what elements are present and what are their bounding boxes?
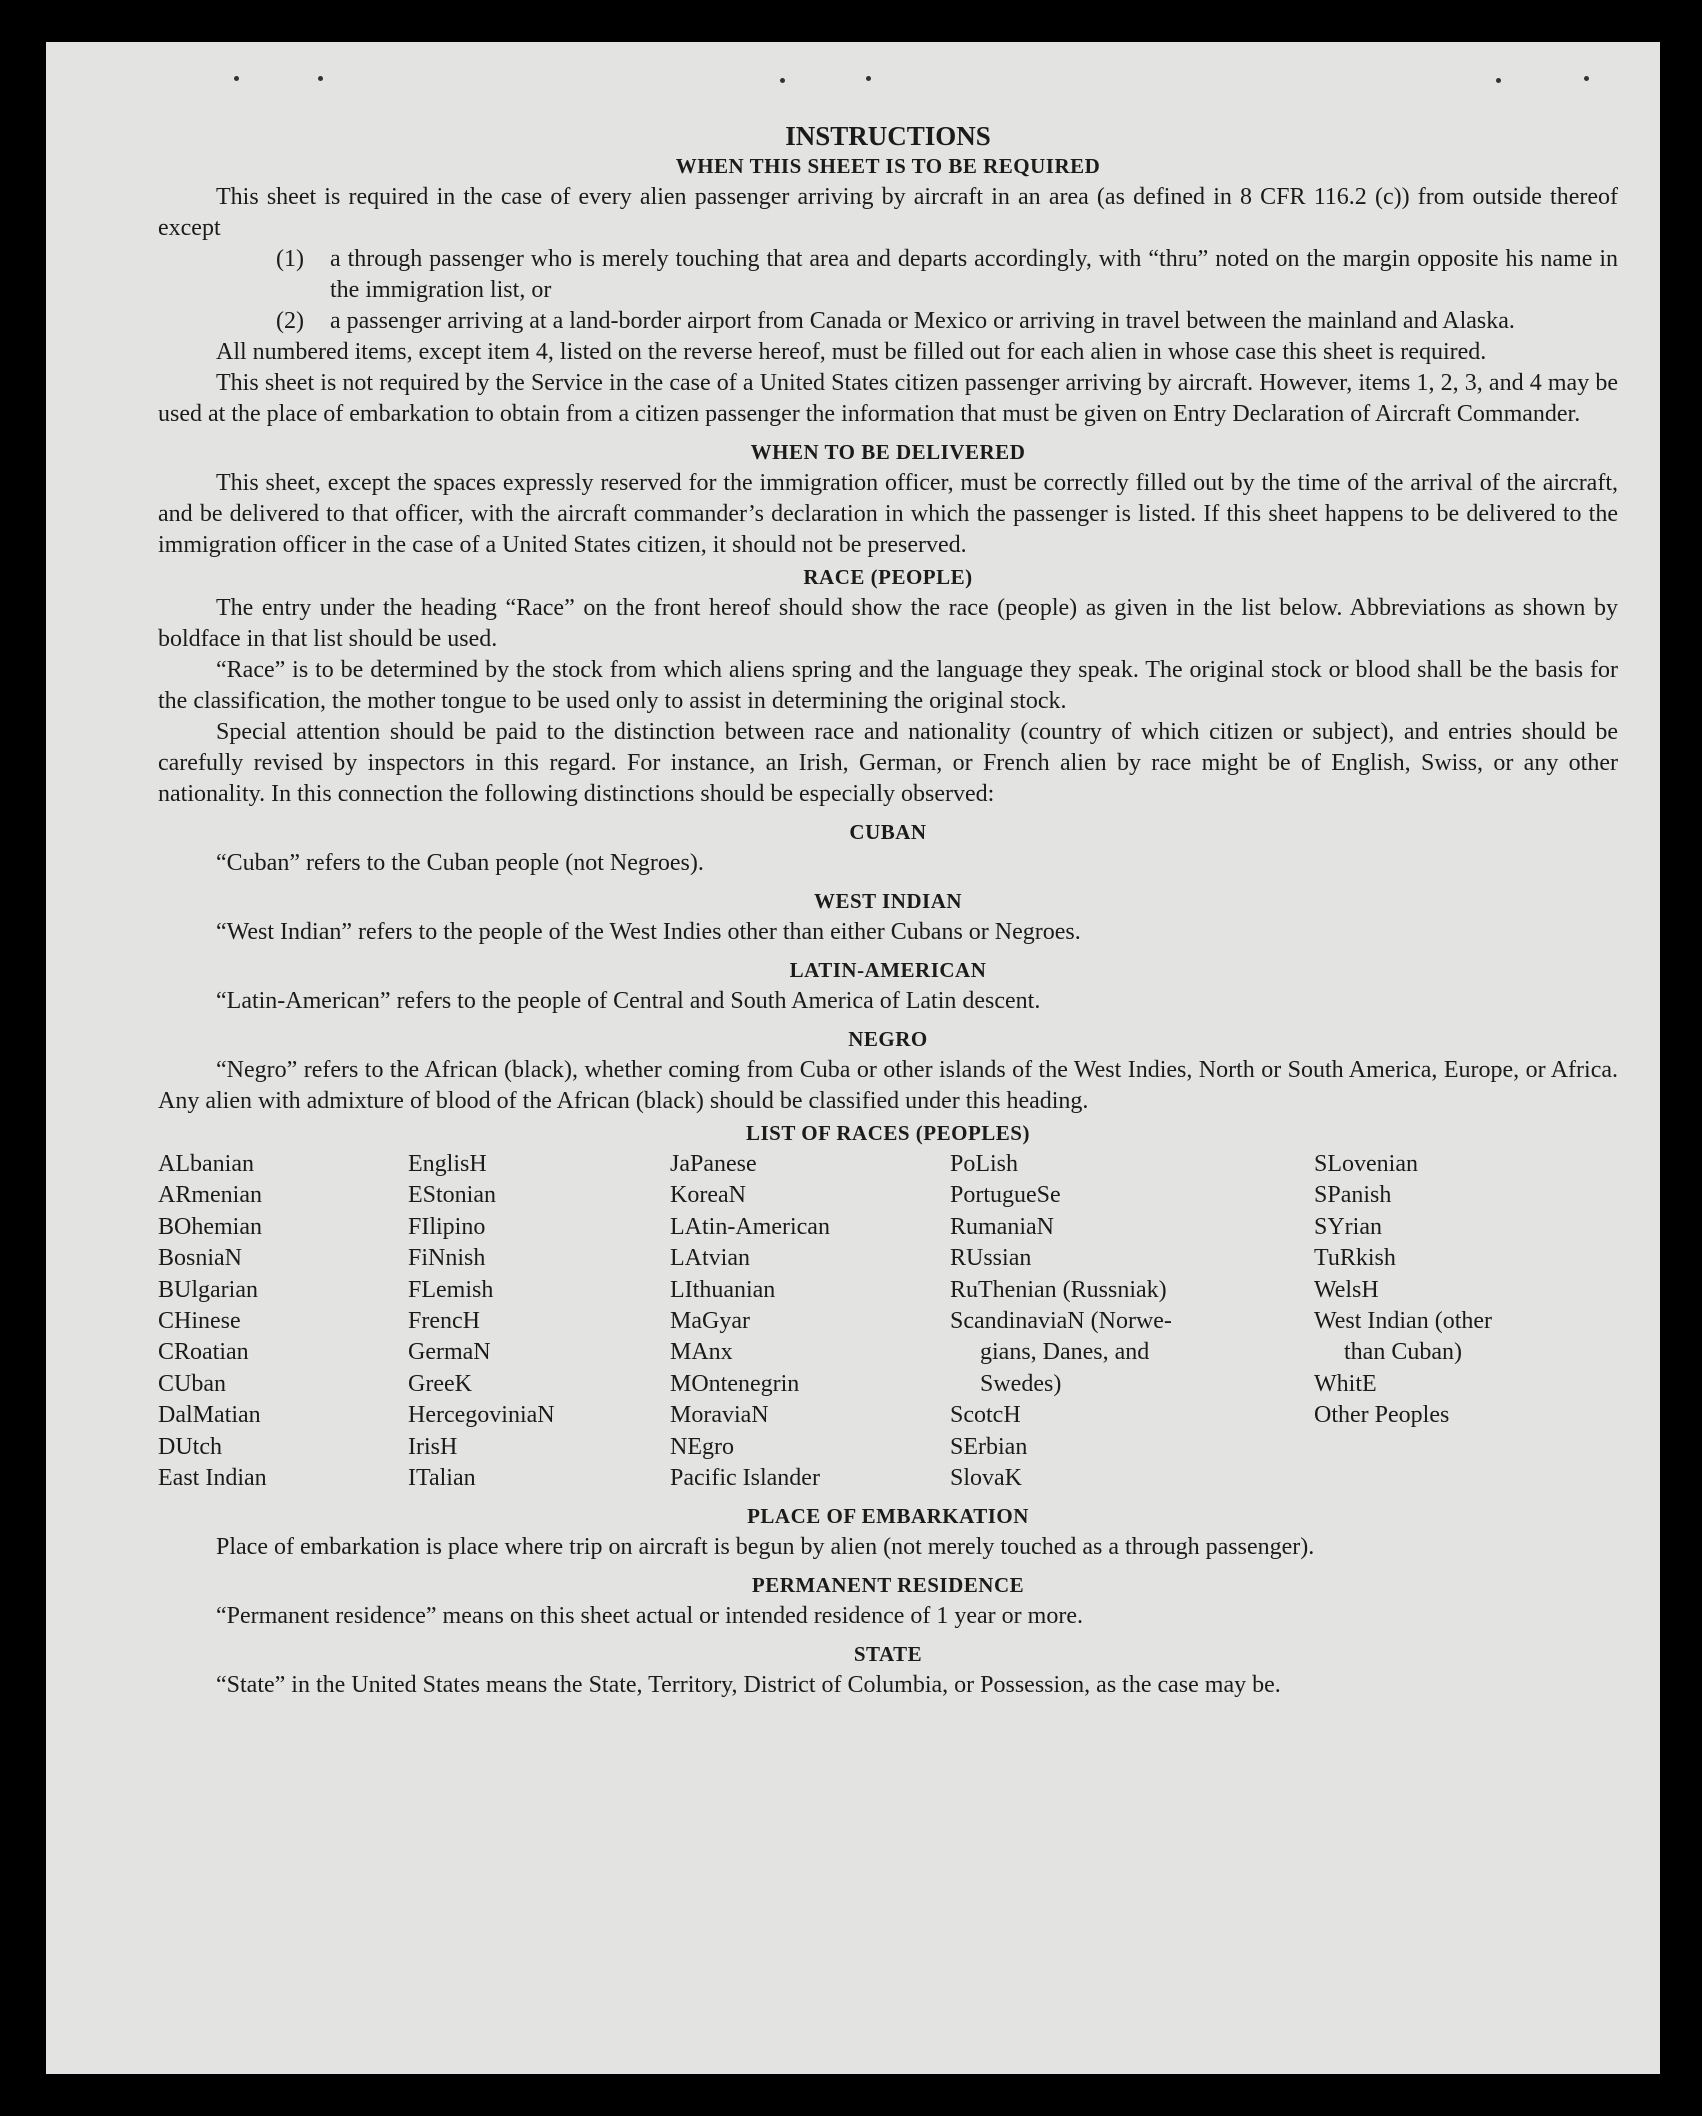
race-entry: SLovenian [1314,1151,1418,1177]
numbered-items-paragraph: All numbered items, except item 4, listed on the reverse hereof, must be filled out for each alien in whose case this sheet is required. [216,339,1487,365]
races-column-1 [158,1149,408,1494]
heading-when-required: WHEN THIS SHEET IS TO BE REQUIRED [675,154,1101,178]
delivered-paragraph: This sheet, except the spaces expressly reserved for the immigration officer, must be correctly filled out by the time of the arrival of the aircraft, and be delivered to that officer, with the aircraft commander’s declaration in which the passenger is listed. If this sheet happens to be delivered to the immigration officer in the case of a United States citizen, it should not be preserved. [158,470,1618,558]
race-entry: SYrian [1314,1213,1382,1240]
heading-permanent-residence: PERMANENT RESIDENCE [751,1573,1025,1598]
race-entry-continuation: than Cuban) [1344,1339,1462,1366]
exception-number: (2) [276,308,304,334]
races-list [158,1149,1618,1494]
race-entry: RuThenian (Russniak) [950,1276,1167,1303]
race-entry: SPanish [1314,1182,1392,1209]
scan-speck [318,76,323,81]
race-entry: FrencH [408,1308,480,1335]
page-title: INSTRUCTIONS [785,121,991,151]
race-entry: MAnx [670,1339,733,1366]
race-entry: WhitE [1314,1370,1377,1397]
races-column-4 [950,1149,1314,1494]
race-entry-continuation: gians, Danes, and [980,1339,1150,1366]
race-entry: CRoatian [158,1339,249,1366]
latin-american-paragraph: “Latin-American” refers to the people of Central and South America of Latin descent. [216,988,1041,1014]
embarkation-paragraph: Place of embarkation is place where trip on aircraft is begun by alien (not merely touched as a through passenger). [216,1534,1315,1561]
race-entry: WelsH [1314,1276,1379,1303]
scan-speck [780,78,785,83]
race-entry: LAtin-American [670,1213,830,1240]
race-entry: EStonian [408,1182,496,1209]
race-entry: ITalian [408,1465,476,1492]
negro-paragraph: “Negro” refers to the African (black), whether coming from Cuba or other islands of the West Indies, North or South America, Europe, or Africa. Any alien with admixture of blood of the African (black) should be classified under this heading. [158,1057,1618,1114]
west-indian-paragraph: “West Indian” refers to the people of the West Indies other than either Cubans or Negroes. [216,919,1081,945]
race-entry: ALbanian [158,1151,254,1177]
heading-place-of-embarkation: PLACE OF EMBARKATION [747,1504,1029,1529]
scan-speck [866,76,871,81]
heading-when-delivered: WHEN TO BE DELIVERED [750,440,1026,464]
heading-negro: NEGRO [848,1027,928,1051]
exception-text: a through passenger who is merely touching that area and departs accordingly, with “thru” noted on the margin opposite his name in the immigration list, or [330,246,1618,303]
exception-item [276,244,1618,306]
race-entry: East Indian [158,1465,267,1492]
race-entry: Pacific Islander [670,1465,820,1492]
race-entry: SlovaK [950,1465,1022,1492]
race-entry: MOntenegrin [670,1370,800,1397]
race-entry: KoreaN [670,1182,746,1209]
race-entry: LIthuanian [670,1276,776,1303]
race-entry: DalMatian [158,1402,261,1429]
race-entry: ScotcH [950,1402,1021,1429]
race-paragraph-2: “Race” is to be determined by the stock from which aliens spring and the language they speak. The original stock or blood shall be the basis for the classification, the mother tongue to be used only to assist in determining the original stock. [158,657,1618,714]
race-entry: Other Peoples [1314,1402,1450,1429]
race-entry: BOhemian [158,1213,262,1240]
heading-west-indian: WEST INDIAN [813,889,963,913]
race-entry: TuRkish [1314,1245,1396,1272]
races-column-2 [408,1149,670,1494]
race-entry: CUban [158,1370,226,1397]
race-entry: NEgro [670,1433,734,1460]
race-entry: West Indian (other [1314,1308,1493,1335]
citizen-paragraph: This sheet is not required by the Service in the case of a United States citizen passenger arriving by aircraft. However, items 1, 2, 3, and 4 may be used at the place of embarkation to obtain from a citizen passenger the information that must be given on Entry Declaration of Aircraft Commander. [158,370,1618,427]
race-entry: PortugueSe [950,1182,1061,1209]
race-entry: GreeK [408,1370,472,1397]
heading-cuban: CUBAN [849,820,927,844]
race-entry: IrisH [408,1433,458,1460]
race-entry: LAtvian [670,1245,750,1272]
races-column-3 [670,1149,950,1494]
scan-speck [1496,78,1501,83]
state-paragraph: “State” in the United States means the State, Territory, District of Columbia, or Possession, as the case may be. [216,1672,1281,1699]
race-entry: ARmenian [158,1182,262,1209]
race-entry: FLemish [408,1276,494,1303]
race-entry: JaPanese [670,1151,757,1177]
race-entry: RUssian [950,1245,1032,1272]
race-entry: BosniaN [158,1245,242,1272]
race-paragraph-1: The entry under the heading “Race” on the front hereof should show the race (people) as given in the list below. Abbreviations as shown by boldface in that list should be used. [158,595,1618,652]
race-entry: GermaN [408,1339,491,1366]
race-entry: FiNnish [408,1245,486,1272]
race-entry: DUtch [158,1433,222,1460]
heading-race: RACE (PEOPLE) [803,565,973,589]
heading-list-of-races: LIST OF RACES (PEOPLES) [746,1121,1030,1145]
exception-item [276,306,1618,337]
race-entry: HercegoviniaN [408,1402,555,1429]
race-entry: FIlipino [408,1213,486,1240]
race-entry: PoLish [950,1151,1019,1177]
exception-text: a passenger arriving at a land-border airport from Canada or Mexico or arriving in travel between the mainland and Alaska. [330,308,1515,334]
instructions-content [158,118,1618,1701]
race-entry: SErbian [950,1433,1028,1460]
scan-speck [1584,76,1589,81]
residence-paragraph: “Permanent residence” means on this sheet actual or intended residence of 1 year or more. [216,1603,1083,1630]
race-entry: RumaniaN [950,1213,1054,1240]
races-column-5 [1314,1149,1618,1494]
race-entry: MoraviaN [670,1402,769,1429]
document-page [46,42,1660,2074]
race-entry: EnglisH [408,1151,487,1177]
race-entry: BUlgarian [158,1276,258,1303]
heading-state: STATE [853,1642,923,1667]
race-entry-continuation: Swedes) [980,1370,1062,1397]
cuban-paragraph: “Cuban” refers to the Cuban people (not Negroes). [216,850,704,876]
race-entry: MaGyar [670,1308,750,1335]
required-intro: This sheet is required in the case of every alien passenger arriving by aircraft in an area (as defined in 8 CFR 116.2 (c)) from outside thereof except [158,184,1618,241]
heading-latin-american: LATIN-AMERICAN [789,958,987,982]
race-entry: CHinese [158,1308,241,1335]
exception-number: (1) [276,246,304,272]
scan-speck [234,76,239,81]
race-entry: ScandinaviaN (Norwe- [950,1308,1172,1335]
race-paragraph-3: Special attention should be paid to the distinction between race and nationality (country of which citizen or subject), and entries should be carefully revised by inspectors in this regard. For instance, an Irish, German, or French alien by race might be of English, Swiss, or any other nationality. In this connection the following distinctions should be especially observed: [158,719,1618,807]
